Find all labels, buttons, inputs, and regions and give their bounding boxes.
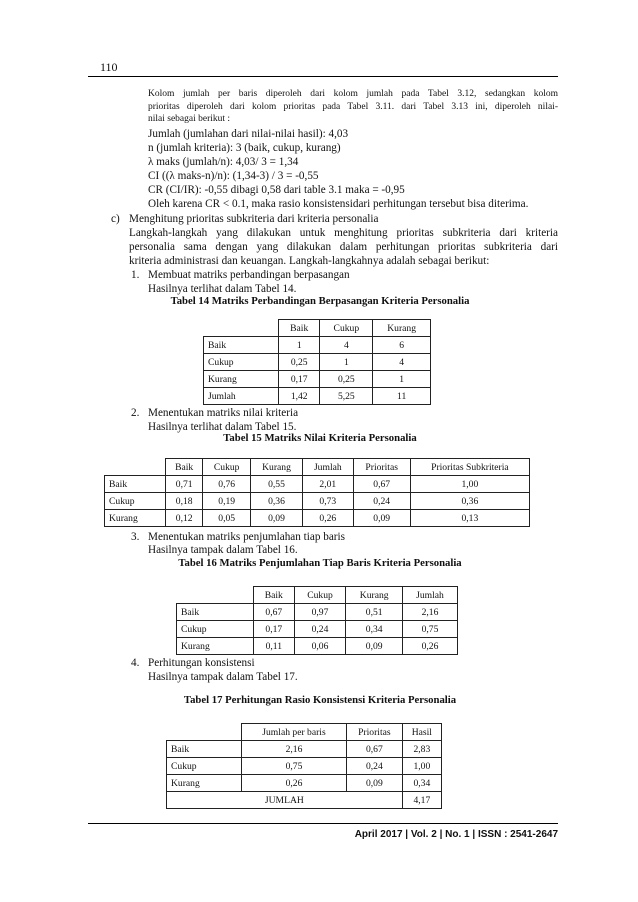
intro-line: prioritas diperoleh dari kolom prioritas pada Tabel 3.11. dari Tabel 3.13 ini, diperoleh nilai- [148, 101, 558, 112]
cell: 0,09 [346, 638, 403, 655]
cell: 4 [320, 337, 373, 354]
table-header-row [167, 724, 442, 741]
header-cell: Cukup [320, 320, 373, 337]
row-label: Kurang [105, 510, 166, 527]
table-total-row [167, 792, 442, 809]
row-label: Baik [167, 741, 242, 758]
table17-caption: Tabel 17 Perhitungan Rasio Konsistensi Kriteria Personalia [183, 694, 457, 706]
step-number: 3. [131, 531, 140, 543]
row-label: Jumlah [204, 388, 279, 405]
header-cell: Baik [166, 459, 203, 476]
header-cell: Baik [254, 587, 295, 604]
cell: 0,55 [251, 476, 303, 493]
step-sub: Hasilnya terlihat dalam Tabel 15. [148, 421, 297, 433]
step-number: 2. [131, 407, 140, 419]
table-row [105, 493, 530, 510]
cell: 0,73 [303, 493, 354, 510]
cell: 0,24 [294, 621, 346, 638]
body-line: personalia sama dengan yang dilakukan dalam perhitungan prioritas subkriteria dari [129, 241, 558, 253]
table-row [167, 741, 442, 758]
step-sub: Hasilnya tampak dalam Tabel 16. [148, 544, 298, 556]
cell: 0,75 [402, 621, 457, 638]
cell: 11 [373, 388, 431, 405]
cell: 0,17 [254, 621, 295, 638]
cell: 0,25 [279, 354, 320, 371]
cell: 0,36 [410, 493, 529, 510]
row-label: Baik [204, 337, 279, 354]
step-number: 4. [131, 657, 140, 669]
cell: 0,13 [410, 510, 529, 527]
table-header-row [105, 459, 530, 476]
cell: 0,05 [203, 510, 251, 527]
header-cell [105, 459, 166, 476]
step-sub: Hasilnya tampak dalam Tabel 17. [148, 671, 298, 683]
table-row [105, 476, 530, 493]
cell: 2,16 [242, 741, 347, 758]
calc-line: λ maks (jumlah/n): 4,03/ 3 = 1,34 [148, 156, 299, 168]
table-row [177, 604, 458, 621]
table-header-row [204, 320, 431, 337]
cell: 0,97 [294, 604, 346, 621]
cell: 1 [373, 371, 431, 388]
header-cell: Kurang [346, 587, 403, 604]
cell: 4 [373, 354, 431, 371]
cell: 0,34 [402, 775, 441, 792]
step-title: Perhitungan konsistensi [148, 657, 255, 669]
header-cell: Baik [279, 320, 320, 337]
header-cell: Prioritas [353, 459, 410, 476]
cell: 6 [373, 337, 431, 354]
table-row [167, 758, 442, 775]
table-row [105, 510, 530, 527]
cell: 0,19 [203, 493, 251, 510]
cell: 2,83 [402, 741, 441, 758]
cell: 0,76 [203, 476, 251, 493]
header-cell [177, 587, 254, 604]
step-title: Menentukan matriks penjumlahan tiap baris [148, 531, 345, 543]
cell: 0,26 [242, 775, 347, 792]
cell: 1,42 [279, 388, 320, 405]
total-value: 4,17 [402, 792, 441, 809]
step-sub: Hasilnya terlihat dalam Tabel 14. [148, 283, 297, 295]
cell: 0,26 [303, 510, 354, 527]
section-c-heading: Menghitung prioritas subkriteria dari kriteria personalia [129, 213, 379, 225]
cell: 0,25 [320, 371, 373, 388]
cell: 0,24 [347, 758, 403, 775]
row-label: Baik [105, 476, 166, 493]
header-cell: Kurang [373, 320, 431, 337]
header-cell [167, 724, 242, 741]
row-label: Kurang [177, 638, 254, 655]
calc-line: Oleh karena CR < 0.1, maka rasio konsistensidari perhitungan tersebut bisa diterima. [148, 198, 529, 210]
row-label: Baik [177, 604, 254, 621]
body-line: kriteria administrasi dan keuangan. Langkah-langkahnya adalah sebagai berikut: [129, 255, 490, 267]
section-c-marker: c) [111, 213, 120, 225]
cell: 0,36 [251, 493, 303, 510]
total-label: JUMLAH [167, 792, 403, 809]
cell: 0,09 [251, 510, 303, 527]
table-row [204, 371, 431, 388]
table-header-row [177, 587, 458, 604]
cell: 2,16 [402, 604, 457, 621]
row-label: Cukup [204, 354, 279, 371]
header-cell: Jumlah per baris [242, 724, 347, 741]
cell: 0,67 [347, 741, 403, 758]
step-title: Membuat matriks perbandingan berpasangan [148, 269, 350, 281]
cell: 2,01 [303, 476, 354, 493]
header-cell: Kurang [251, 459, 303, 476]
page-number: 110 [100, 60, 118, 74]
row-label: Cukup [105, 493, 166, 510]
calc-line: n (jumlah kriteria): 3 (baik, cukup, kurang) [148, 142, 341, 154]
cell: 0,12 [166, 510, 203, 527]
intro-line: Kolom jumlah per baris diperoleh dari kolom jumlah pada Tabel 3.12, sedangkan kolom [148, 89, 558, 99]
section-c-body [129, 226, 558, 268]
cell: 0,18 [166, 493, 203, 510]
header-cell: Jumlah [402, 587, 457, 604]
header-cell: Prioritas [347, 724, 403, 741]
header-cell: Cukup [203, 459, 251, 476]
table-row [177, 638, 458, 655]
cell: 0,17 [279, 371, 320, 388]
header-rule [88, 76, 558, 77]
intro-paragraph [148, 88, 558, 126]
cell: 5,25 [320, 388, 373, 405]
cell: 0,11 [254, 638, 295, 655]
row-label: Kurang [167, 775, 242, 792]
cell: 0,09 [347, 775, 403, 792]
cell: 0,67 [254, 604, 295, 621]
cell: 0,75 [242, 758, 347, 775]
step-number: 1. [131, 269, 140, 281]
cell: 0,26 [402, 638, 457, 655]
header-cell [204, 320, 279, 337]
cell: 0,09 [353, 510, 410, 527]
calc-line: Jumlah (jumlahan dari nilai-nilai hasil): 4,03 [148, 128, 349, 140]
cell: 0,51 [346, 604, 403, 621]
table14 [203, 319, 431, 405]
table-row [204, 388, 431, 405]
table16-caption: Tabel 16 Matriks Penjumlahan Tiap Baris Kriteria Personalia [178, 557, 462, 569]
cell: 1,00 [410, 476, 529, 493]
header-cell: Jumlah [303, 459, 354, 476]
footer-rule [88, 823, 558, 824]
cell: 0,71 [166, 476, 203, 493]
header-cell: Prioritas Subkriteria [410, 459, 529, 476]
table-row [204, 337, 431, 354]
header-cell: Hasil [402, 724, 441, 741]
table-row [204, 354, 431, 371]
cell: 1,00 [402, 758, 441, 775]
step-title: Menentukan matriks nilai kriteria [148, 407, 299, 419]
calc-line: CR (CI/IR): -0,55 dibagi 0,58 dari table 3.1 maka = -0,95 [148, 184, 405, 196]
intro-line: nilai sebagai berikut : [148, 114, 231, 124]
calc-line: CI ((λ maks-n)/n): (1,34-3) / 3 = -0,55 [148, 170, 319, 182]
table-row [177, 621, 458, 638]
cell: 1 [279, 337, 320, 354]
table17 [166, 723, 442, 809]
consistency-calculation [148, 127, 568, 211]
table14-caption: Tabel 14 Matriks Perbandingan Berpasangan Kriteria Personalia [170, 295, 470, 307]
body-line: Langkah-langkah yang dilakukan untuk menghitung prioritas subkriteria dari kriteria [129, 227, 558, 239]
cell: 0,24 [353, 493, 410, 510]
row-label: Cukup [177, 621, 254, 638]
table15-caption: Tabel 15 Matriks Nilai Kriteria Personalia [223, 432, 417, 444]
row-label: Kurang [204, 371, 279, 388]
cell: 0,06 [294, 638, 346, 655]
row-label: Cukup [167, 758, 242, 775]
table-row [167, 775, 442, 792]
table16 [176, 586, 458, 655]
cell: 1 [320, 354, 373, 371]
cell: 0,34 [346, 621, 403, 638]
header-cell: Cukup [294, 587, 346, 604]
journal-footer: April 2017 | Vol. 2 | No. 1 | ISSN : 2541-2647 [354, 829, 558, 840]
cell: 0,67 [353, 476, 410, 493]
table15 [104, 458, 530, 527]
